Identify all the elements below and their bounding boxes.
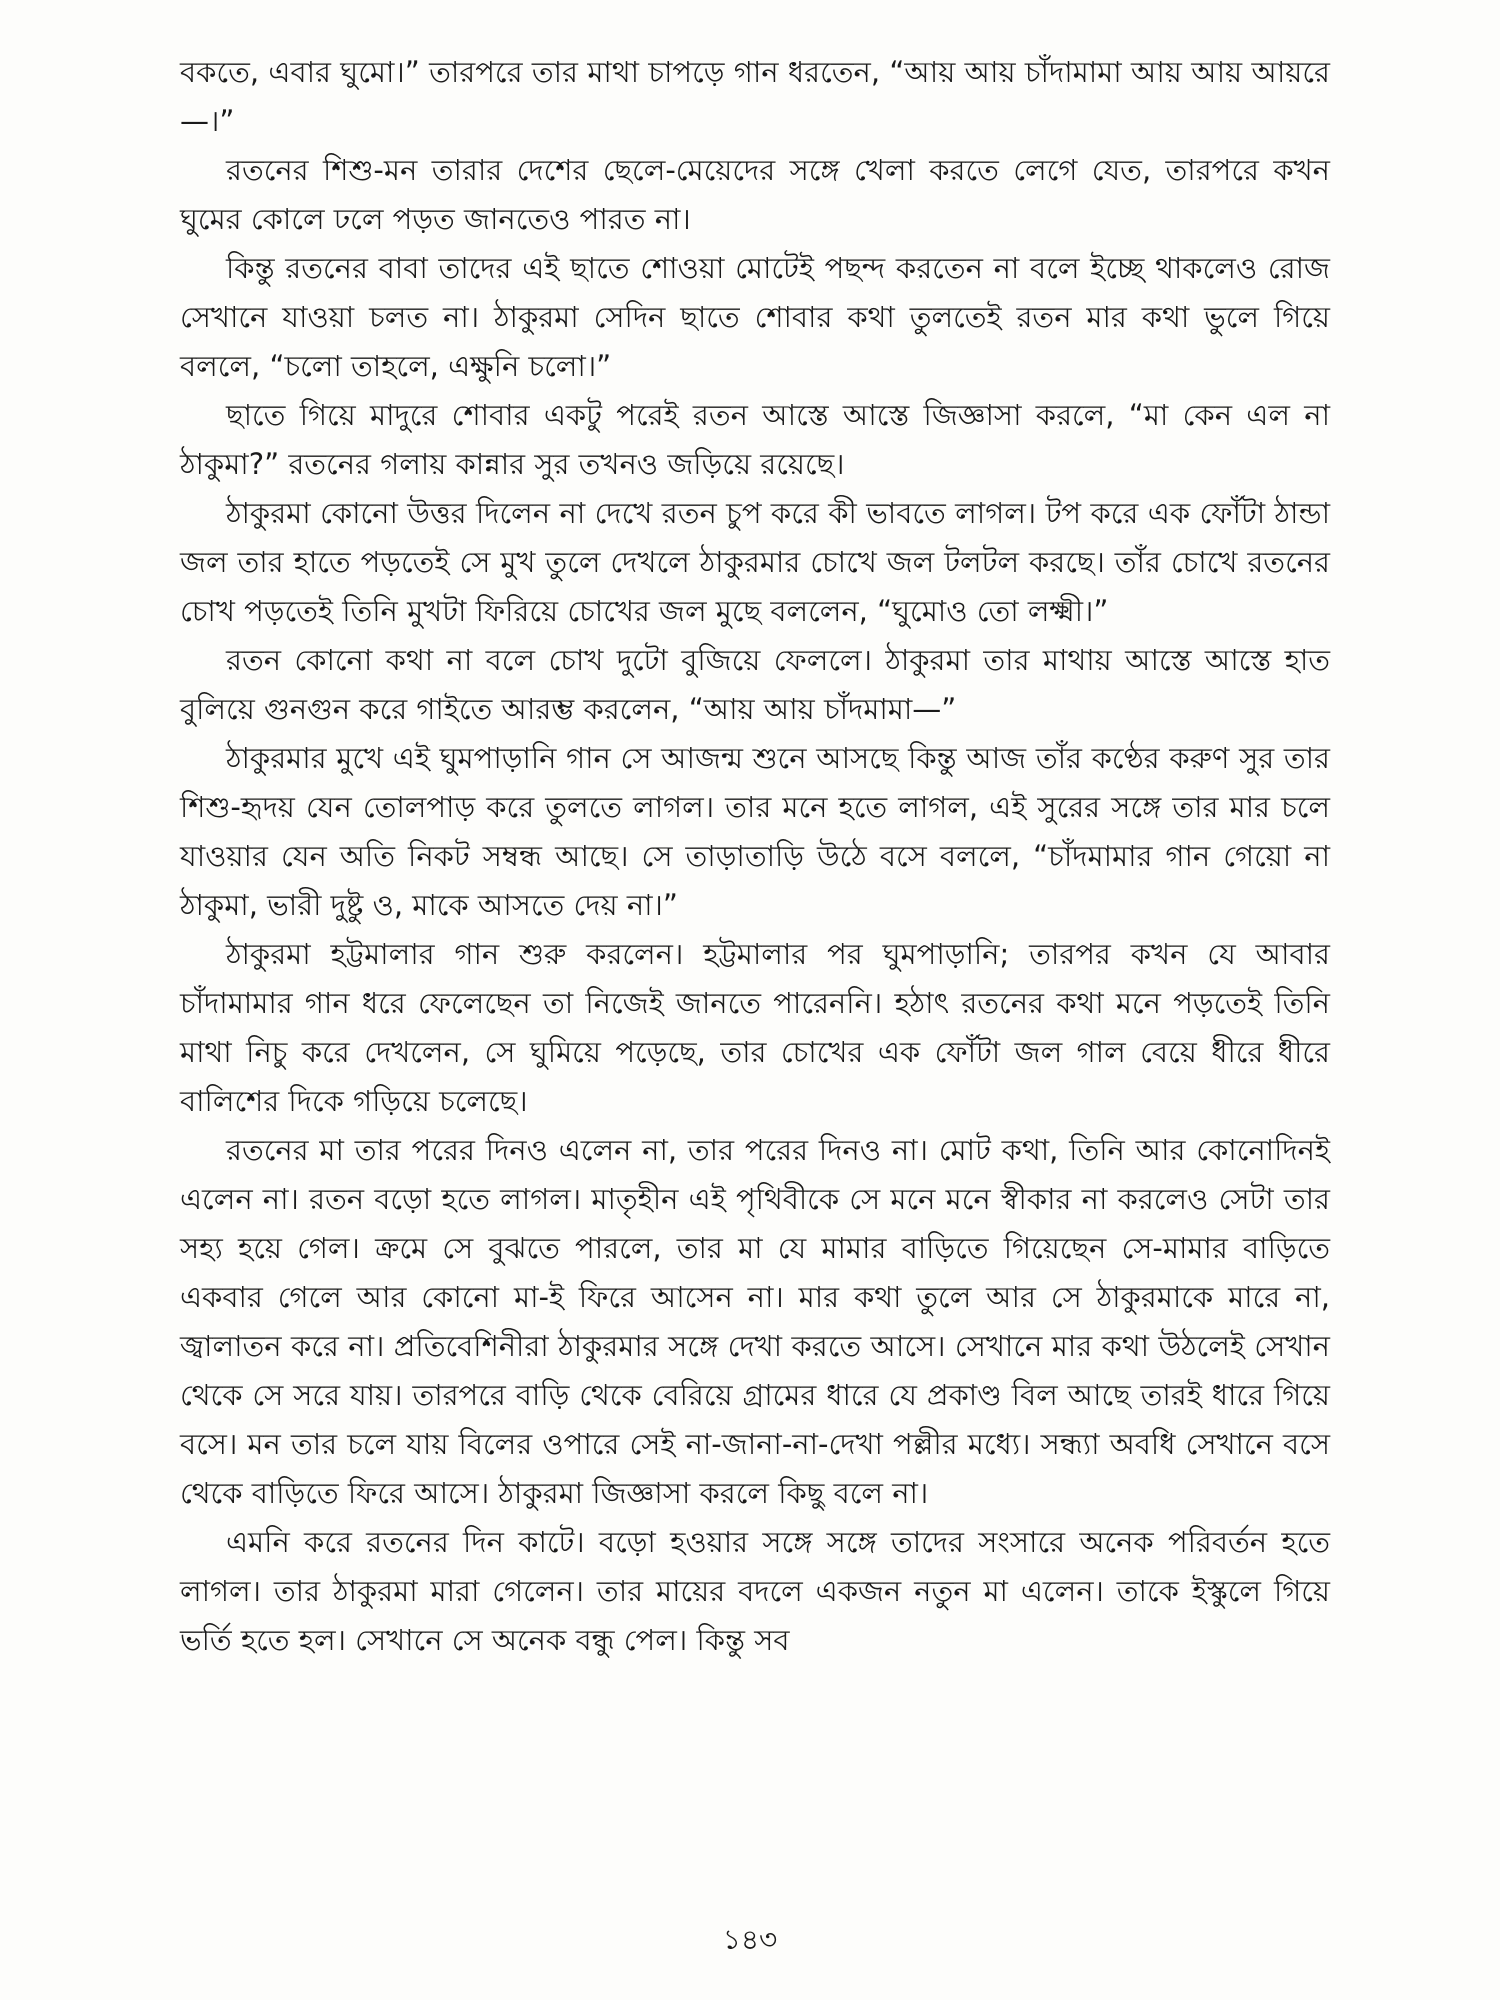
paragraph: ঠাকুরমার মুখে এই ঘুমপাড়ানি গান সে আজন্ম শুনে আসছে কিন্তু আজ তাঁর কণ্ঠের করুণ সুর তার শিশু-হৃদয় যেন তোলপাড় করে তুলতে লাগল। তার মনে হতে লাগল, এই সুরের সঙ্গে তার মার চলে যাওয়ার যেন অতি নিকট সম্বন্ধ আছে। সে তাড়াতাড়ি উঠে বসে বললে, “চাঁদমামার গান গেয়ো না ঠাকুমা, ভারী দুষ্টু ও, মাকে আসতে দেয় না।” bbox=[180, 741, 1330, 922]
page-number: ১৪৩ bbox=[722, 1923, 778, 1956]
paragraph: ছাতে গিয়ে মাদুরে শোবার একটু পরেই রতন আস্তে আস্তে জিজ্ঞাসা করলে, “মা কেন এল না ঠাকুমা?” রতনের গলায় কান্নার সুর তখনও জড়িয়ে রয়েছে। bbox=[180, 398, 1330, 481]
paragraph: ঠাকুরমা হট্টমালার গান শুরু করলেন। হট্টমালার পর ঘুমপাড়ানি; তারপর কখন যে আবার চাঁদামামার গান ধরে ফেলেছেন তা নিজেই জানতে পারেননি। হঠাৎ রতনের কথা মনে পড়তেই তিনি মাথা নিচু করে দেখলেন, সে ঘুমিয়ে পড়েছে, তার চোখের এক ফোঁটা জল গাল বেয়ে ধীরে ধীরে বালিশের দিকে গড়িয়ে চলেছে। bbox=[180, 937, 1330, 1118]
body-text bbox=[180, 48, 1330, 1665]
paragraph: ঠাকুরমা কোনো উত্তর দিলেন না দেখে রতন চুপ করে কী ভাবতে লাগল। টপ করে এক ফোঁটা ঠান্ডা জল তার হাতে পড়তেই সে মুখ তুলে দেখলে ঠাকুরমার চোখে জল টলটল করছে। তাঁর চোখে রতনের চোখ পড়তেই তিনি মুখটা ফিরিয়ে চোখের জল মুছে বললেন, “ঘুমোও তো লক্ষ্মী।” bbox=[180, 496, 1330, 628]
paragraph: রতনের শিশু-মন তারার দেশের ছেলে-মেয়েদের সঙ্গে খেলা করতে লেগে যেত, তারপরে কখন ঘুমের কোলে ঢলে পড়ত জানতেও পারত না। bbox=[180, 153, 1330, 236]
paragraph: রতন কোনো কথা না বলে চোখ দুটো বুজিয়ে ফেললে। ঠাকুরমা তার মাথায় আস্তে আস্তে হাত বুলিয়ে গুনগুন করে গাইতে আরম্ভ করলেন, “আয় আয় চাঁদমামা—” bbox=[180, 643, 1330, 726]
paragraph: বকতে, এবার ঘুমো।” তারপরে তার মাথা চাপড়ে গান ধরতেন, “আয় আয় চাঁদামামা আয় আয় আয়রে—।” bbox=[180, 55, 1330, 138]
paragraph: রতনের মা তার পরের দিনও এলেন না, তার পরের দিনও না। মোট কথা, তিনি আর কোনোদিনই এলেন না। রতন বড়ো হতে লাগল। মাতৃহীন এই পৃথিবীকে সে মনে মনে স্বীকার না করলেও সেটা তার সহ্য হয়ে গেল। ক্রমে সে বুঝতে পারলে, তার মা যে মামার বাড়িতে গিয়েছেন সে-মামার বাড়িতে একবার গেলে আর কোনো মা-ই ফিরে আসেন না। মার কথা তুলে আর সে ঠাকুরমাকে মারে না, জ্বালাতন করে না। প্রতিবেশিনীরা ঠাকুরমার সঙ্গে দেখা করতে আসে। সেখানে মার কথা উঠলেই সেখান থেকে সে সরে যায়। তারপরে বাড়ি থেকে বেরিয়ে গ্রামের ধারে যে প্রকাণ্ড বিল আছে তারই ধারে গিয়ে বসে। মন তার চলে যায় বিলের ওপারে সেই না-জানা-না-দেখা পল্লীর মধ্যে। সন্ধ্যা অবধি সেখানে বসে থেকে বাড়িতে ফিরে আসে। ঠাকুরমা জিজ্ঞাসা করলে কিছু বলে না। bbox=[180, 1133, 1330, 1510]
paragraph: এমনি করে রতনের দিন কাটে। বড়ো হওয়ার সঙ্গে সঙ্গে তাদের সংসারে অনেক পরিবর্তন হতে লাগল। তার ঠাকুরমা মারা গেলেন। তার মায়ের বদলে একজন নতুন মা এলেন। তাকে ইস্কুলে গিয়ে ভর্তি হতে হল। সেখানে সে অনেক বন্ধু পেল। কিন্তু সব bbox=[180, 1525, 1330, 1657]
paragraph: কিন্তু রতনের বাবা তাদের এই ছাতে শোওয়া মোটেই পছন্দ করতেন না বলে ইচ্ছে থাকলেও রোজ সেখানে যাওয়া চলত না। ঠাকুরমা সেদিন ছাতে শোবার কথা তুলতেই রতন মার কথা ভুলে গিয়ে বললে, “চলো তাহলে, এক্ষুনি চলো।” bbox=[180, 251, 1330, 383]
